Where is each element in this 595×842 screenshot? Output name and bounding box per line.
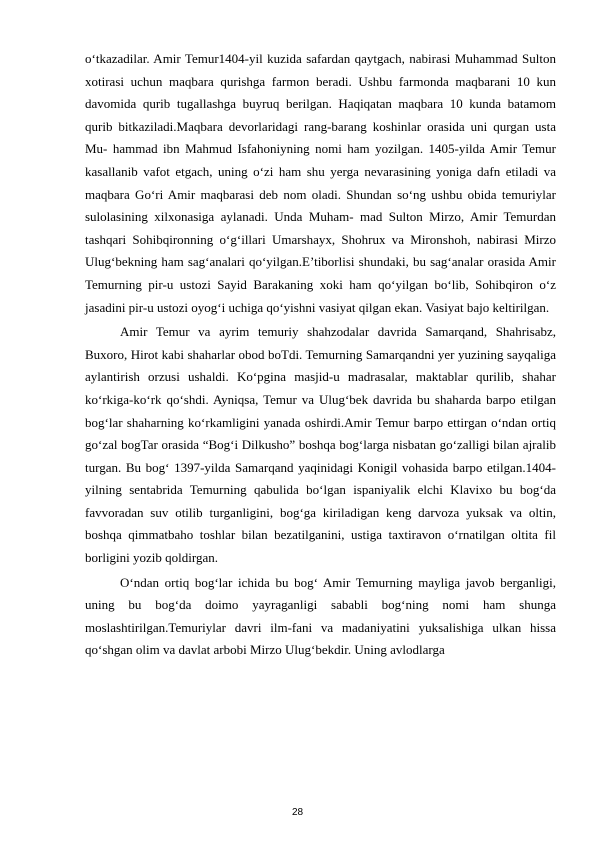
page-number: 28: [291, 807, 304, 818]
page-body: [85, 48, 556, 662]
paragraph-1: o‘tkazadilar. Amir Temur1404-yil kuzida safardan qaytgach, nabirasi Muhammad Sulton xotirasi uchun maqbara qurishga farmon beradi. Ushbu farmonda maqbarani 10 kun davomida qurib tugallashga buyruq berilgan. Haqiqatan maqbara 10 kunda batamom qurib bitkaziladi.Maqbara devorlaridagi rang-barang koshinlar orasida uni qurgan usta Mu- hammad ibn Mahmud Isfahoniyning nomi ham yozilgan. 1405-yilda Amir Temur kasallanib vafot etgach, uning o‘zi ham shu yerga nevarasining yoniga dafn etiladi va maqbara Go‘ri Amir maqbarasi deb nom oladi. Shundan so‘ng ushbu obida temuriylar sulolasining xilxonasiga aylanadi. Unda Muham- mad Sulton Mirzo, Amir Temurdan tashqari Sohibqironning o‘g‘illari Umarshayx, Shohrux va Mironshoh, nabirasi Mirzo Ulug‘bekning ham sag‘analari qo‘yilgan.E’tiborlisi shundaki, bu sag‘analar orasida Amir Temurning pir-u ustozi Sayid Barakaning xoki ham qo‘yilgan bo‘lib, Sohibqiron o‘z jasadini pir-u ustozi oyog‘i uchiga qo‘yishni vasiyat qilgan ekan. Vasiyat bajo keltirilgan.: [85, 51, 556, 315]
paragraph-2: Amir Temur va ayrim temuriy shahzodalar davrida Samarqand, Shahrisabz, Buxoro, Hirot kabi shaharlar obod boTdi. Temurning Samarqandni yer yuzining sayqaliga aylantirish orzusi ushaldi. Ko‘pgina masjid-u madrasalar, maktablar qurilib, shahar ko‘rkiga-ko‘rk qo‘shdi. Ayniqsa, Temur va Ulug‘bek davrida bu shaharda barpo etilgan bog‘lar shaharning ko‘rkamligini yanada oshirdi.Amir Temur barpo ettirgan o‘ndan ortiq go‘zal bogTar orasida “Bog‘i Dilkusho” boshqa bog‘larga nisbatan go‘zalligi bilan ajralib turgan. Bu bog‘ 1397-yilda Samarqand yaqinidagi Konigil vohasida barpo etilgan.1404-yilning sentabrida Temurning qabulida bo‘lgan ispaniyalik elchi Klavixo bu bog‘da favvoradan suv otilib turganligini, bog‘ga kiriladigan keng darvoza yuksak va oltin, boshqa qimmatbaho toshlar bilan bezatilganini, ustiga taxtiravon o‘rnatilgan oltita fil borligini yozib qoldirgan.: [85, 324, 556, 566]
paragraph-3: O‘ndan ortiq bog‘lar ichida bu bog‘ Amir Temurning mayliga javob berganligi, uning bu bog‘da doimo yayraganligi sababli bog‘ning nomi ham shunga moslashtirilgan.Temuriylar davri ilm-fani va madaniyatini yuksalishiga ulkan hissa qo‘shgan olim va davlat arbobi Mirzo Ulug‘bekdir. Uning avlodlarga: [85, 574, 556, 658]
